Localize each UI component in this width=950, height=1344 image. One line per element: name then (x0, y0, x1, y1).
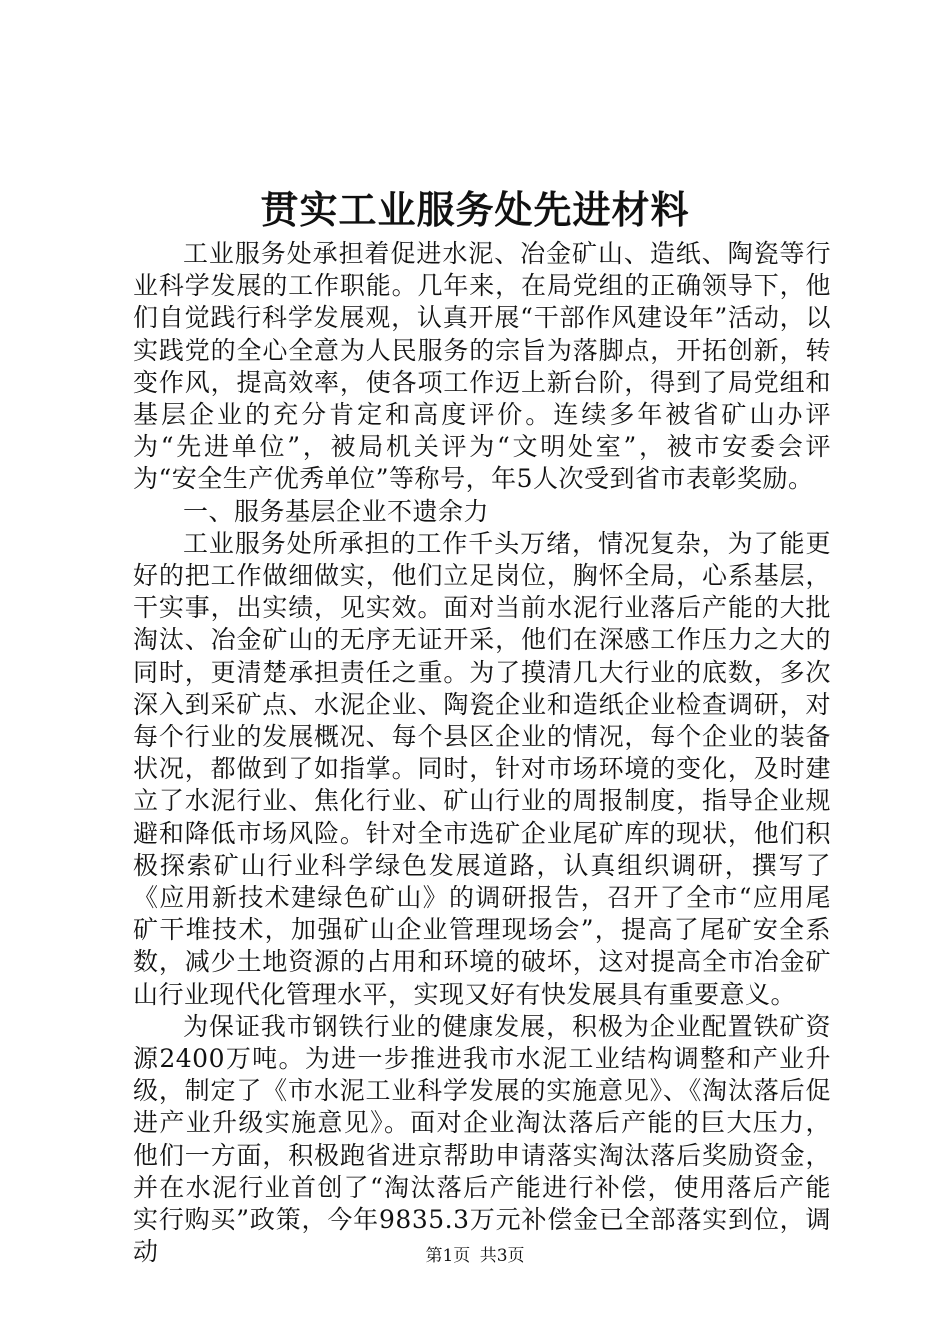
section-heading-1: 一、服务基层企业不遗余力 (183, 496, 490, 526)
page-number-total: 共3页 (479, 1246, 525, 1266)
paragraph-intro: 工业服务处承担着促进水泥、冶金矿山、造纸、陶瓷等行业科学发展的工作职能。几年来，在局党组的正确领导下，他们自觉践行科学发展观，认真开展“干部作风建设年”活动，以实践党的全心全意为人民服务的宗旨为落脚点，开拓创新，转变作风，提高效率，使各项工作迈上新台阶，得到了局党组和基层企业的充分肯定和高度评价。连续多年被省矿山办评为“先进单位”，被局机关评为“文明处室”，被市安委会评为“安全生产优秀单位”等称号，年5人次受到省市表彰奖励。 (133, 239, 831, 494)
paragraph-section-1-continued: 为保证我市钢铁行业的健康发展，积极为企业配置铁矿资源2400万吨。为进一步推进我市水泥工业结构调整和产业升级，制定了《市水泥工业科学发展的实施意见》、《淘汰落后促进产业升级实施意见》。面对企业淘汰落后产能的巨大压力，他们一方面，积极跑省进京帮助申请落实淘汰落后奖励资金，并在水泥行业首创了“淘汰落后产能进行补偿，使用落后产能实行购买”政策，今年9835.3万元补偿金已全部落实到位，调动 (133, 1011, 831, 1267)
paragraph-section-1: 工业服务处所承担的工作千头万绪，情况复杂，为了能更好的把工作做细做实，他们立足岗位，胸怀全局，心系基层，干实事，出实绩，见实效。面对当前水泥行业落后产能的大批淘汰、冶金矿山的无序无证开采，他们在深感工作压力之大的同时，更清楚承担责任之重。为了摸清几大行业的底数，多次深入到采矿点、水泥企业、陶瓷企业和造纸企业检查调研，对每个行业的发展概况、每个县区企业的情况，每个企业的装备状况，都做到了如指掌。同时，针对市场环境的变化，及时建立了水泥行业、焦化行业、矿山行业的周报制度，指导企业规避和降低市场风险。针对全市选矿企业尾矿库的现状，他们积极探索矿山行业科学绿色发展道路，认真组织调研，撰写了《应用新技术建绿色矿山》的调研报告，召开了全市“应用尾矿干堆技术，加强矿山企业管理现场会”，提高了尾矿安全系数，减少土地资源的占用和环境的破坏，这对提高全市冶金矿山行业现代化管理水平，实现又好有快发展具有重要意义。 (133, 528, 831, 1009)
page-number-current: 第1页 (425, 1246, 471, 1266)
document-body (133, 238, 831, 1269)
page-footer (0, 1245, 950, 1267)
document-title: 贯实工业服务处先进材料 (260, 187, 690, 232)
